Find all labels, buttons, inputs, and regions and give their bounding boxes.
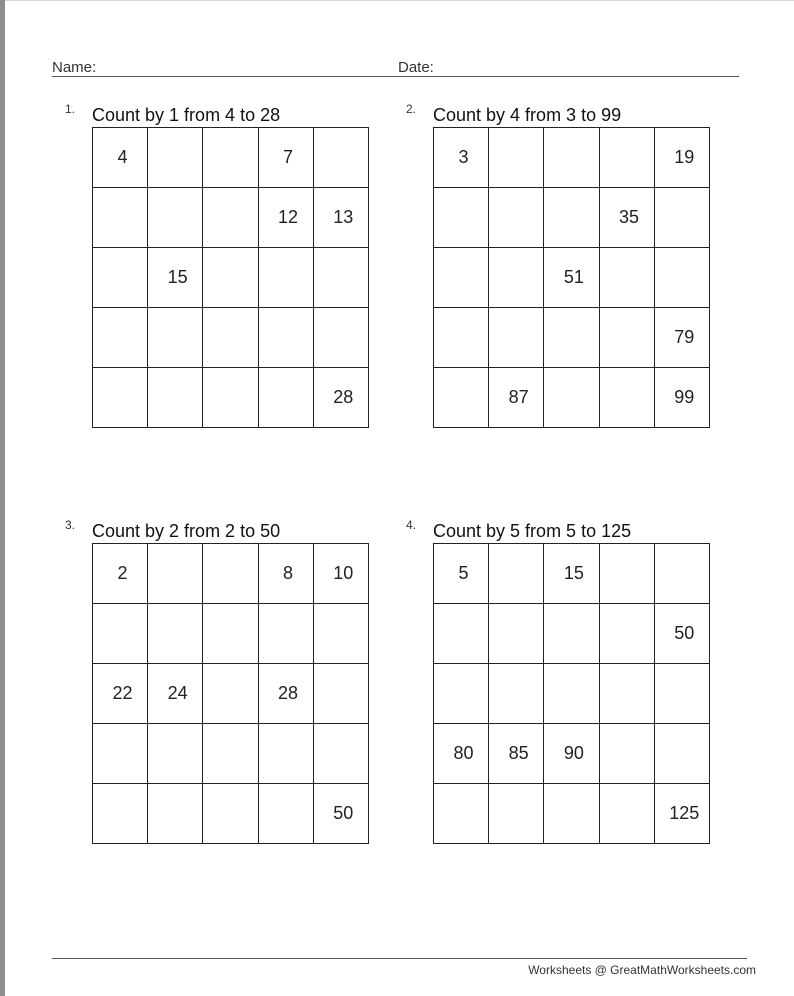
- grid-row: [93, 784, 369, 844]
- grid-cell[interactable]: [434, 544, 489, 604]
- page-top-edge: [5, 0, 794, 1]
- grid-cell[interactable]: [544, 368, 599, 428]
- grid-cell[interactable]: [434, 724, 489, 784]
- grid-cell[interactable]: [654, 784, 709, 844]
- grid-cell-value: 7: [283, 147, 294, 167]
- grid-cell[interactable]: [93, 128, 148, 188]
- grid-cell[interactable]: [654, 308, 709, 368]
- grid-row: [93, 308, 369, 368]
- grid-cell[interactable]: [654, 188, 709, 248]
- grid-cell[interactable]: [489, 544, 544, 604]
- grid-cell[interactable]: [203, 248, 258, 308]
- grid-row: [434, 128, 710, 188]
- grid-cell[interactable]: [599, 128, 654, 188]
- grid-cell[interactable]: [258, 664, 313, 724]
- grid-cell[interactable]: [203, 664, 258, 724]
- grid-row: [93, 724, 369, 784]
- grid-cell[interactable]: [544, 784, 599, 844]
- grid-cell[interactable]: [544, 724, 599, 784]
- grid-cell[interactable]: [654, 248, 709, 308]
- grid-cell[interactable]: [434, 604, 489, 664]
- grid-cell[interactable]: [93, 248, 148, 308]
- grid-cell[interactable]: [489, 784, 544, 844]
- grid-row: [93, 544, 369, 604]
- grid-cell-value: 51: [563, 267, 584, 287]
- grid-cell-value: 35: [619, 207, 640, 227]
- grid-cell[interactable]: [203, 544, 258, 604]
- grid-cell[interactable]: [148, 724, 203, 784]
- worksheet-header: [52, 57, 739, 77]
- grid-cell-value: 79: [674, 327, 695, 347]
- grid-cell[interactable]: [434, 128, 489, 188]
- grid-cell[interactable]: [434, 308, 489, 368]
- grid-cell[interactable]: [148, 308, 203, 368]
- grid-row: [434, 188, 710, 248]
- grid-cell[interactable]: [654, 368, 709, 428]
- grid-cell[interactable]: [434, 188, 489, 248]
- grid-cell-value: 99: [674, 387, 695, 407]
- grid-cell[interactable]: [258, 188, 313, 248]
- problem-number: 2.: [406, 102, 417, 116]
- grid-cell-value: 5: [458, 563, 469, 583]
- grid-cell[interactable]: [489, 604, 544, 664]
- grid-cell-value: 85: [508, 743, 529, 763]
- grid-cell[interactable]: [93, 664, 148, 724]
- grid-cell-value: 15: [563, 563, 584, 583]
- grid-cell[interactable]: [258, 784, 313, 844]
- grid-cell-value: 15: [167, 267, 188, 287]
- grid-cell[interactable]: [599, 368, 654, 428]
- grid-cell-value: 13: [333, 207, 354, 227]
- grid-cell[interactable]: [654, 128, 709, 188]
- grid-cell[interactable]: [148, 248, 203, 308]
- grid-cell[interactable]: [313, 724, 368, 784]
- grid-cell[interactable]: [148, 368, 203, 428]
- grid-cell[interactable]: [93, 308, 148, 368]
- grid-row: [93, 604, 369, 664]
- grid-cell[interactable]: [544, 248, 599, 308]
- grid-cell[interactable]: [489, 128, 544, 188]
- grid-cell[interactable]: [489, 308, 544, 368]
- grid-cell[interactable]: [489, 248, 544, 308]
- grid-cell[interactable]: [544, 544, 599, 604]
- grid-cell[interactable]: [313, 784, 368, 844]
- grid-cell[interactable]: [203, 308, 258, 368]
- grid-cell[interactable]: [489, 368, 544, 428]
- count-grid: [433, 543, 710, 844]
- problem-title: Count by 1 from 4 to 28: [92, 105, 281, 125]
- grid-cell[interactable]: [544, 308, 599, 368]
- grid-row: [434, 604, 710, 664]
- grid-cell-value: 28: [278, 683, 299, 703]
- grid-cell[interactable]: [599, 724, 654, 784]
- grid-cell[interactable]: [654, 664, 709, 724]
- grid-row: [93, 188, 369, 248]
- grid-cell[interactable]: [313, 128, 368, 188]
- grid-cell-value: 28: [333, 387, 354, 407]
- grid-cell[interactable]: [258, 544, 313, 604]
- grid-cell[interactable]: [203, 604, 258, 664]
- grid-row: [434, 664, 710, 724]
- grid-cell-value: 19: [674, 147, 695, 167]
- grid-cell-value: 125: [669, 803, 700, 823]
- grid-cell-value: 8: [283, 563, 294, 583]
- problem-number: 3.: [65, 518, 76, 532]
- grid-cell[interactable]: [313, 188, 368, 248]
- grid-cell-value: 12: [278, 207, 299, 227]
- grid-cell[interactable]: [599, 188, 654, 248]
- grid-row: [93, 128, 369, 188]
- grid-cell[interactable]: [258, 128, 313, 188]
- grid-cell[interactable]: [93, 724, 148, 784]
- grid-cell-value: 90: [563, 743, 584, 763]
- grid-cell[interactable]: [544, 188, 599, 248]
- grid-cell-value: 2: [117, 563, 128, 583]
- grid-cell-value: 4: [117, 147, 128, 167]
- problem-number: 4.: [406, 518, 417, 532]
- grid-cell[interactable]: [599, 604, 654, 664]
- grid-cell[interactable]: [148, 604, 203, 664]
- grid-cell[interactable]: [148, 128, 203, 188]
- grid-row: [434, 308, 710, 368]
- grid-cell[interactable]: [258, 368, 313, 428]
- grid-cell-value: 50: [333, 803, 354, 823]
- date-label: Date:: [398, 59, 434, 76]
- grid-cell[interactable]: [148, 544, 203, 604]
- footer-divider: [52, 958, 747, 959]
- grid-cell-value: 22: [112, 683, 133, 703]
- grid-cell[interactable]: [434, 784, 489, 844]
- grid-cell[interactable]: [654, 544, 709, 604]
- grid-cell[interactable]: [313, 664, 368, 724]
- grid-cell[interactable]: [313, 544, 368, 604]
- grid-cell[interactable]: [489, 664, 544, 724]
- grid-row: [434, 724, 710, 784]
- grid-cell[interactable]: [203, 188, 258, 248]
- grid-cell-value: 24: [167, 683, 188, 703]
- grid-cell[interactable]: [544, 604, 599, 664]
- grid-cell[interactable]: [93, 368, 148, 428]
- grid-cell[interactable]: [599, 308, 654, 368]
- count-grid: [92, 543, 369, 844]
- grid-cell[interactable]: [258, 308, 313, 368]
- footer-credit: Worksheets @ GreatMathWorksheets.com: [528, 963, 756, 977]
- grid-cell[interactable]: [93, 604, 148, 664]
- grid-cell[interactable]: [313, 308, 368, 368]
- grid-row: [434, 368, 710, 428]
- grid-cell[interactable]: [313, 604, 368, 664]
- name-label: Name:: [52, 59, 97, 76]
- grid-cell[interactable]: [544, 664, 599, 724]
- grid-cell-value: 87: [508, 387, 529, 407]
- grid-cell[interactable]: [599, 664, 654, 724]
- grid-cell-value: 10: [333, 563, 354, 583]
- grid-cell[interactable]: [258, 724, 313, 784]
- grid-cell[interactable]: [434, 664, 489, 724]
- grid-cell[interactable]: [434, 368, 489, 428]
- grid-cell[interactable]: [148, 664, 203, 724]
- grid-row: [434, 248, 710, 308]
- grid-cell[interactable]: [434, 248, 489, 308]
- grid-cell[interactable]: [313, 248, 368, 308]
- grid-row: [434, 544, 710, 604]
- grid-cell-value: 80: [453, 743, 474, 763]
- page-edge-bar: [0, 0, 5, 996]
- grid-cell-value: 3: [458, 147, 469, 167]
- grid-cell[interactable]: [313, 368, 368, 428]
- grid-cell[interactable]: [489, 188, 544, 248]
- problem-title: Count by 5 from 5 to 125: [433, 521, 632, 541]
- grid-cell[interactable]: [203, 784, 258, 844]
- grid-cell[interactable]: [599, 248, 654, 308]
- grid-cell[interactable]: [599, 784, 654, 844]
- count-grid: [433, 127, 710, 428]
- grid-cell[interactable]: [258, 604, 313, 664]
- grid-cell-value: 50: [674, 623, 695, 643]
- grid-cell[interactable]: [258, 248, 313, 308]
- grid-row: [434, 784, 710, 844]
- grid-cell[interactable]: [203, 128, 258, 188]
- grid-cell[interactable]: [93, 784, 148, 844]
- grid-cell[interactable]: [599, 544, 654, 604]
- grid-cell[interactable]: [203, 368, 258, 428]
- grid-cell[interactable]: [654, 604, 709, 664]
- grid-cell[interactable]: [148, 188, 203, 248]
- problem-title: Count by 4 from 3 to 99: [433, 105, 622, 125]
- count-grid: [92, 127, 369, 428]
- grid-cell[interactable]: [93, 544, 148, 604]
- problem-title: Count by 2 from 2 to 50: [92, 521, 281, 541]
- grid-cell[interactable]: [489, 724, 544, 784]
- grid-cell[interactable]: [148, 784, 203, 844]
- grid-cell[interactable]: [654, 724, 709, 784]
- grid-cell[interactable]: [203, 724, 258, 784]
- grid-cell[interactable]: [544, 128, 599, 188]
- grid-cell[interactable]: [93, 188, 148, 248]
- grid-row: [93, 664, 369, 724]
- grid-row: [93, 248, 369, 308]
- problem-number: 1.: [65, 102, 76, 116]
- grid-row: [93, 368, 369, 428]
